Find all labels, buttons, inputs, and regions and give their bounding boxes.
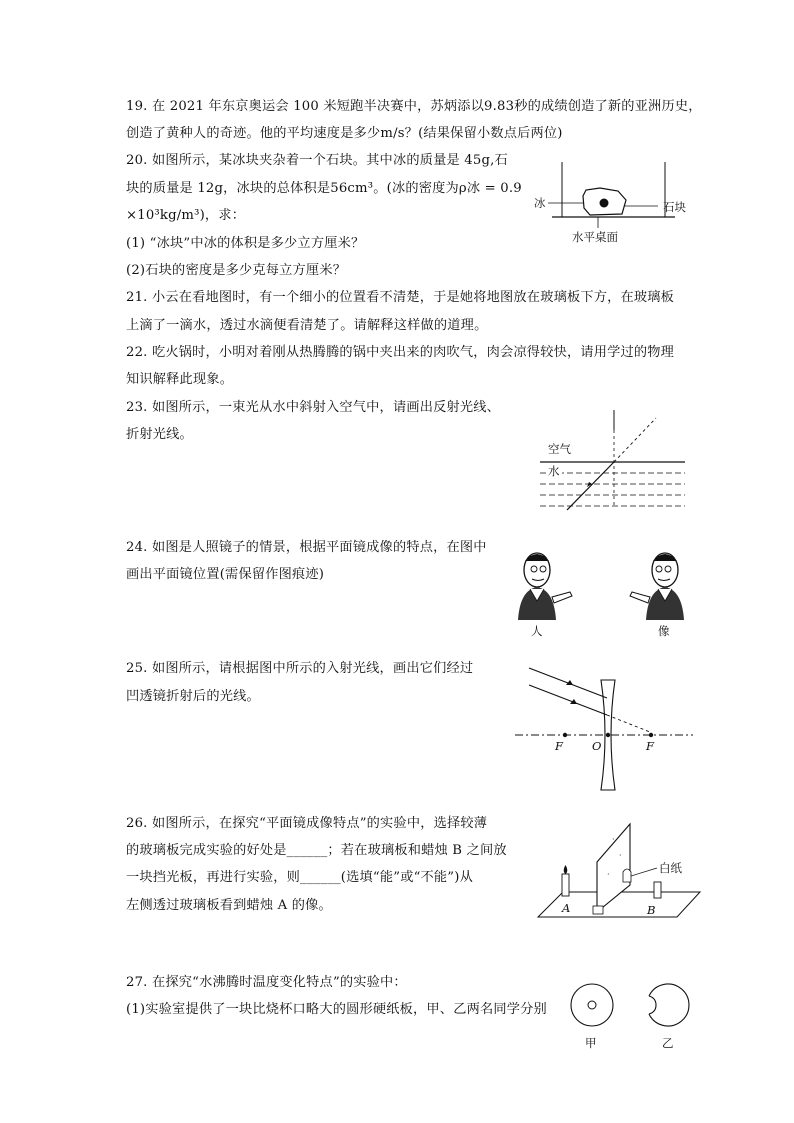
svg-text:·: · <box>619 851 622 860</box>
candle-a-label: A <box>562 901 571 915</box>
incident-ray <box>567 462 614 510</box>
disc-jia-label: 甲 <box>585 1036 597 1050</box>
stone <box>600 199 609 208</box>
person-figure <box>518 553 572 638</box>
p20-line-1: 20. 如图所示，某冰块夹杂着一个石块。其中冰的质量是 45g,石 <box>126 153 508 168</box>
p19-line-2: 创造了黄种人的奇迹。他的平均速度是多少m/s？(结果保留小数点后两位) <box>126 126 563 141</box>
optical-center-label: O <box>592 739 602 753</box>
p25-line-2: 凹透镜折射后的光线。 <box>126 689 260 704</box>
optical-center-point <box>606 733 610 737</box>
p27-line-2: (1)实验室提供了一块比烧杯口略大的圆形硬纸板，甲、乙两名同学分别 <box>126 1002 547 1017</box>
p26-line-3: 一块挡光板，再进行实验，则______(选填“能”或“不能”)从 <box>126 870 473 885</box>
p20-line-4: (1) “冰块”中冰的体积是多少立方厘米？ <box>126 236 365 251</box>
p24-figure <box>512 545 692 640</box>
svg-text:·: · <box>612 835 615 844</box>
ice-label: 冰 <box>534 196 546 210</box>
p26-line-1: 26. 如图所示，在探究“平面镜成像特点”的实验中，选择较薄 <box>126 816 488 831</box>
disc-yi-label: 乙 <box>662 1036 674 1050</box>
extended-ray <box>614 418 656 462</box>
p20-figure <box>530 160 700 250</box>
focus-left-label: F <box>555 739 563 753</box>
p27-line-1: 27. 在探究“水沸腾时温度变化特点”的实验中： <box>126 975 407 990</box>
p26-line-2: 的玻璃板完成实验的好处是______；若在玻璃板和蜡烛 B 之间放 <box>126 843 507 858</box>
stone-label: 石块 <box>663 200 686 214</box>
p21-line-2: 上滴了一滴水，透过水滴便看清楚了。请解释这样做的道理。 <box>126 318 488 333</box>
p20-line-3: ×10³kg/m³)，求： <box>126 208 246 223</box>
p24-line-2: 画出平面镜位置(需保留作图痕迹) <box>126 567 325 582</box>
disc-yi <box>649 984 689 1026</box>
incident-ray-2 <box>529 685 607 715</box>
image-figure <box>630 553 684 638</box>
focus-left-point <box>563 733 567 737</box>
p23-line-2: 折射光线。 <box>126 427 193 442</box>
water-label: 水 <box>548 464 560 478</box>
p23-line-1: 23. 如图所示，一束光从水中斜射入空气中，请画出反射光线、 <box>126 400 501 415</box>
p22-line-1: 22. 吃火锅时，小明对着刚从热腾腾的锅中夹出来的肉吹气，肉会凉得较快，请用学过的物理 <box>126 345 675 360</box>
p26-line-4: 左侧透过玻璃板看到蜡烛 A 的像。 <box>126 898 332 913</box>
table-label: 水平桌面 <box>572 230 618 244</box>
p25-figure <box>515 660 695 790</box>
candle-b <box>654 882 661 898</box>
image-label: 像 <box>658 624 670 638</box>
paper-label: 白纸 <box>659 861 682 875</box>
p23-figure <box>530 410 690 515</box>
disc-jia-hole <box>588 1001 596 1009</box>
focus-right-label: F <box>646 739 654 753</box>
candle-a <box>562 865 569 896</box>
person-label: 人 <box>531 624 543 638</box>
focus-right-point <box>649 733 653 737</box>
concave-lens-diagram <box>515 660 695 790</box>
p21-line-1: 21. 小云在看地图时，有一个细小的位置看不清楚，于是她将地图放在玻璃板下方，在玻璃板 <box>126 290 675 305</box>
air-label: 空气 <box>548 442 571 456</box>
disc-jia <box>571 984 613 1026</box>
candle-b-label: B <box>647 903 656 917</box>
svg-text:·: · <box>607 870 610 879</box>
mirror-scene <box>512 545 692 640</box>
p19-line-1: 19. 在 2021 年东京奥运会 100 米短跑半决赛中，苏炳添以9.83秒的成绩创造了新的亚洲历史， <box>126 99 702 114</box>
ice-container-diagram <box>530 160 700 250</box>
refraction-diagram <box>530 410 690 515</box>
cardboard-discs <box>565 982 695 1052</box>
p22-line-2: 知识解释此现象。 <box>126 372 234 387</box>
p20-line-2: 块的质量是 12g，冰块的总体积是56cm³。(冰的密度为ρ冰 = 0.9 <box>126 181 522 196</box>
p25-line-1: 25. 如图所示，请根据图中所示的入射光线，画出它们经过 <box>126 661 474 676</box>
p20-line-5: (2)石块的密度是多少克每立方厘米？ <box>126 263 347 278</box>
plane-mirror-experiment <box>535 822 705 922</box>
disc-yi-notch <box>649 996 656 1014</box>
p24-line-1: 24. 如图是人照镜子的情景，根据平面镜成像的特点，在图中 <box>126 540 487 555</box>
p26-figure <box>535 822 705 922</box>
p27-figure <box>565 982 695 1052</box>
